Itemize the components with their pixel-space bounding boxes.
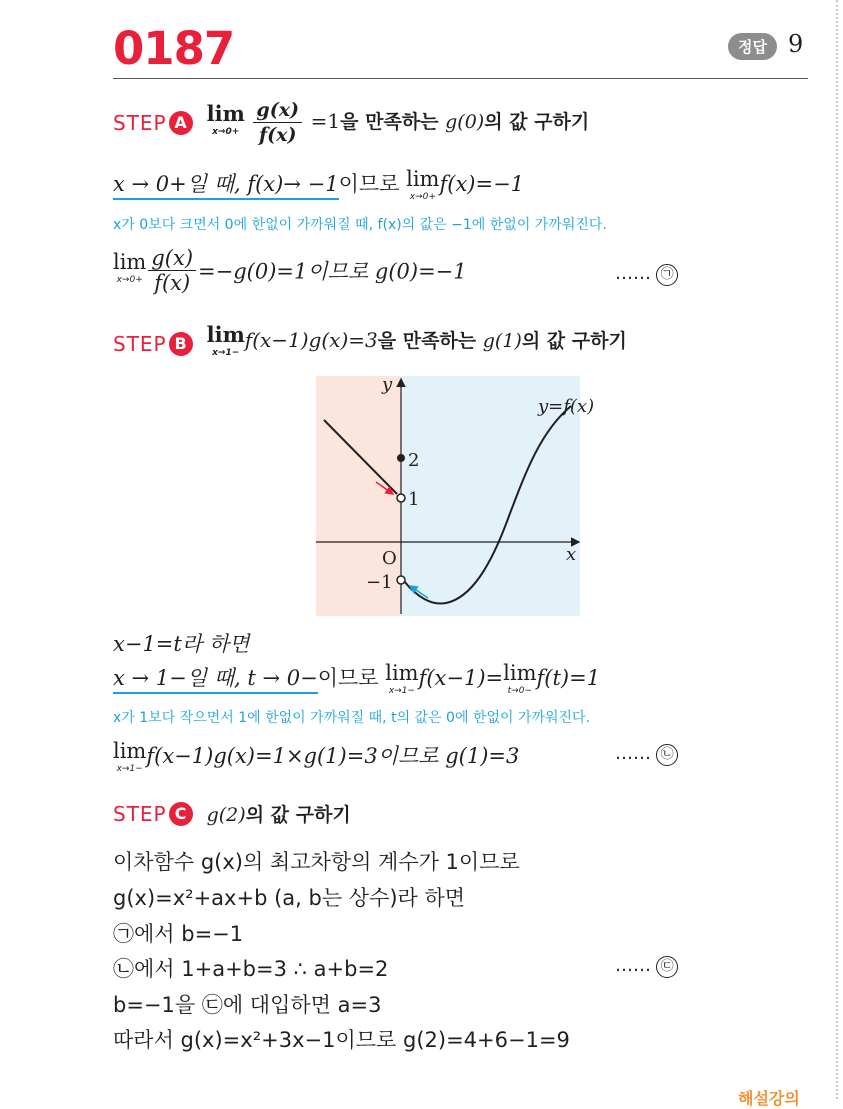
tick-label-1: 1: [408, 489, 420, 510]
problem-number: 0187: [113, 22, 235, 75]
step-b-marker: [615, 743, 678, 766]
frac-den: f(x): [154, 271, 191, 295]
filled-point-at-2: [397, 454, 405, 462]
lim-sub: x→0+: [212, 126, 240, 137]
circle-marker: ㉢: [656, 956, 678, 978]
circle-marker: ㉠: [656, 264, 678, 286]
step-a-fraction: [253, 98, 302, 147]
step-c-line-2: g(x)=x²+ax+b (a, b는 상수)라 하면: [113, 886, 466, 910]
eq-rest: =1: [310, 109, 341, 133]
title-end: 의 값 구하기: [484, 111, 590, 133]
g2: g(2): [206, 804, 246, 826]
line2-lim: [113, 739, 147, 778]
line1-result: f(x)=−1: [439, 172, 525, 196]
title-end: 의 값 구하기: [245, 804, 351, 826]
step-c-line-1: 이차함수 g(x)의 최고차항의 계수가 1이므로: [113, 850, 520, 874]
title-tail: 을 만족하는: [377, 330, 483, 352]
step-b-line1: [113, 662, 600, 700]
g0: g(0): [445, 111, 485, 133]
step-a-title: [207, 98, 590, 147]
lim-sub: x→1−: [116, 764, 143, 774]
title-tail: 을 만족하는: [340, 111, 446, 133]
step-b-line2: [113, 740, 519, 778]
lim-word: lim: [406, 167, 440, 191]
step-a-line1: [113, 168, 524, 206]
line1-connector: 이므로: [338, 172, 407, 196]
step-c-line-5: b=−1을 ㉢에 대입하면 a=3: [113, 993, 382, 1017]
step-c-word: STEP: [113, 801, 167, 826]
g1: g(1): [482, 330, 522, 352]
lim-sub: x→1−: [388, 686, 415, 696]
frac-num: g(x): [148, 246, 196, 271]
ellipsis: ……: [615, 743, 651, 764]
lim-sub: x→0+: [116, 274, 143, 285]
open-point-at-neg1: [397, 576, 405, 584]
step-b-lim: [206, 322, 245, 362]
graph-svg: [316, 374, 595, 616]
step-c-line-6: 따라서 g(x)=x²+3x−1이므로 g(2)=4+6−1=9: [113, 1028, 570, 1052]
step-a-lim: [206, 100, 245, 141]
curve-label: y=f(x): [538, 396, 595, 417]
answer-value: 9: [788, 30, 804, 58]
line1-connector: 이므로: [317, 666, 386, 690]
lim-word: lim: [206, 100, 245, 126]
step-b-substitution: x−1=t라 하면: [113, 632, 250, 656]
lim-word: lim: [503, 661, 537, 685]
step-b-heading: [113, 322, 627, 362]
answer-badge: 정답: [728, 33, 777, 60]
step-b-word: STEP: [113, 332, 167, 356]
line2-lim: [113, 249, 147, 289]
lim-sub: t→0−: [507, 686, 532, 696]
condition-underlined: x → 0+일 때, f(x)→ −1: [113, 172, 339, 200]
line1-result: f(t)=1: [536, 666, 601, 690]
line2-fraction: [148, 246, 196, 295]
page-edge-dotted-line: [836, 0, 838, 1099]
lim-sub: x→0+: [409, 192, 436, 202]
step-b-title: [206, 322, 627, 362]
line2-result: =−g(0)=1이므로 g(0)=−1: [198, 259, 467, 284]
footer-lecture-label[interactable]: 해설강의: [738, 1089, 800, 1108]
line1-lim2: [503, 661, 537, 700]
step-c-letter: C: [169, 802, 193, 826]
function-graph: [316, 374, 595, 616]
lim-word: lim: [206, 322, 245, 347]
lim-word: lim: [113, 249, 147, 274]
lim-word: lim: [385, 661, 419, 685]
title-end: 의 값 구하기: [521, 330, 627, 352]
step-c-heading: [113, 800, 351, 827]
step-a-marker: [615, 263, 678, 286]
step-a-line2: [113, 246, 467, 295]
line1-lim1: [385, 661, 419, 700]
origin-label: O: [382, 548, 397, 569]
frac-num: g(x): [253, 98, 302, 123]
step-b-note: x가 1보다 작으면서 1에 한없이 가까워질 때, t의 값은 0에 한없이 가까워진다.: [113, 710, 591, 726]
step-c-marker: [615, 955, 678, 978]
step-a-word: STEP: [113, 110, 167, 135]
y-axis-label: y: [382, 374, 393, 395]
step-c-line-4: ㉡에서 1+a+b=3 ∴ a+b=2: [113, 957, 389, 981]
x-axis-label: x: [566, 544, 577, 565]
lim-word: lim: [113, 739, 147, 763]
tick-label-neg1: −1: [366, 572, 393, 593]
step-b-expr: f(x−1)g(x)=3: [244, 328, 378, 352]
line1-lim: [406, 167, 440, 206]
line1-middle: f(x−1)=: [418, 666, 504, 690]
header-rule: [113, 78, 808, 79]
step-b-letter: B: [169, 332, 193, 356]
ellipsis: ……: [615, 263, 651, 284]
circle-marker: ㉡: [656, 744, 678, 766]
step-a-note: x가 0보다 크면서 0에 한없이 가까워질 때, f(x)의 값은 −1에 한없이 가까워진다.: [113, 217, 607, 233]
step-c-line-3: ㉠에서 b=−1: [113, 922, 244, 946]
lim-sub: x→1−: [212, 348, 240, 358]
line2-result: f(x−1)g(x)=1×g(1)=3이므로 g(1)=3: [146, 744, 520, 768]
ellipsis: ……: [615, 955, 651, 976]
step-c-title: [207, 800, 351, 827]
open-point-at-1: [397, 494, 405, 502]
step-a-heading: [113, 98, 589, 147]
tick-label-2: 2: [408, 450, 420, 471]
frac-den: f(x): [258, 124, 297, 146]
step-a-letter: A: [169, 111, 193, 135]
condition-underlined: x → 1−일 때, t → 0−: [113, 666, 318, 694]
